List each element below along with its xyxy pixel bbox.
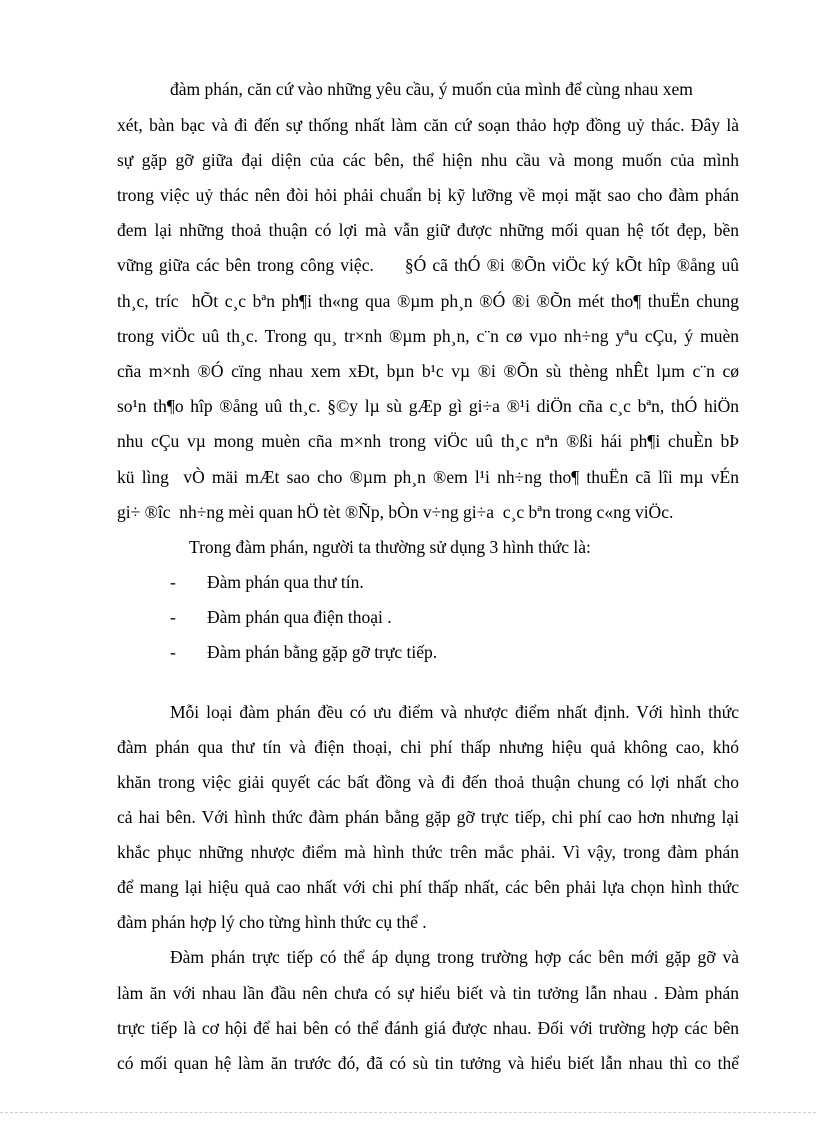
text-line: trong việc uỷ thác nên đòi hỏi phải chuẩn bị kỹ lưỡng về mọi mặt sao cho đàm phán [117, 185, 739, 205]
text-line: th¸c, tríc hÕt c¸c bªn ph¶i th«ng qua ®µm ph¸n ®Ó ®i ®Õn mét tho¶ thuËn chung [117, 291, 739, 311]
text-line: trực tiếp là cơ hội để hai bên có thể đánh giá được nhau. Đối với trường hợp các bên [117, 1018, 739, 1038]
list-item-text: Đàm phán bằng gặp gỡ trực tiếp. [207, 642, 438, 662]
text-line: khăn trong việc giải quyết các bất đồng và đi đến thoả thuận chung có lợi nhất cho [117, 772, 739, 792]
text-line: khắc phục những nhược điểm mà hình thức trên mắc phải. Vì vậy, trong đàm phán [117, 842, 739, 862]
text-line: nhu cÇu vµ mong muèn cña m×nh trong viÖc uû th¸c nªn ®ßi hái ph¶i chuÈn bÞ [117, 431, 739, 451]
text-line: Mỗi loại đàm phán đều có ưu điểm và nhược điểm nhất định. Với hình thức [170, 702, 739, 722]
text-line: để mang lại hiệu quả cao nhất với chi phí thấp nhất, các bên phải lựa chọn hình thức [117, 877, 739, 897]
text-line: đem lại những thoả thuận có lợi mà vẫn giữ được những mối quan hệ tốt đẹp, bền [117, 220, 739, 240]
text-line: gi÷ ®îc nh÷ng mèi quan hÖ tèt ®Ñp, bÒn v÷ng gi÷a c¸c bªn trong c«ng viÖc. [117, 502, 674, 522]
text-line: đàm phán, căn cứ vào những yêu cầu, ý muốn của mình để cùng nhau xem [170, 79, 693, 99]
dash-icon: - [170, 642, 176, 662]
text-line: xét, bàn bạc và đi đến sự thống nhất làm căn cứ soạn thảo hợp đồng uỷ thác. Đây là [117, 115, 739, 135]
dash-icon: - [170, 607, 176, 627]
text-line: so¹n th¶o hîp ®ång uû th¸c. §©y lµ sù gÆp gì gi÷a ®¹i diÖn cña c¸c bªn, thÓ hiÖn [117, 396, 739, 416]
text-line: sự gặp gỡ giữa đại diện của các bên, thể hiện nhu cầu và mong muốn của mình [117, 150, 739, 170]
text-line: kü lìng vÒ mäi mÆt sao cho ®µm ph¸n ®em l¹i nh÷ng tho¶ thuËn cã lîi mµ vÉn [117, 467, 739, 487]
text-line: cña m×nh ®Ó cïng nhau xem xÐt, bµn b¹c vµ ®i ®Õn sù thèng nhÊt lµm c¨n cø [117, 361, 739, 381]
text-line: đàm phán hợp lý cho từng hình thức cụ thể . [117, 912, 427, 932]
list-item-text: Đàm phán qua thư tín. [207, 572, 364, 592]
text-line: Đàm phán trực tiếp có thể áp dụng trong trường hợp các bên mới gặp gỡ và [170, 947, 739, 967]
page-bottom-rule [0, 1112, 816, 1113]
text-line: vững giữa các bên trong công việc. §Ó cã thÓ ®i ®Õn viÖc ký kÕt hîp ®ång uû [117, 255, 739, 275]
text-line: đàm phán qua thư tín và điện thoại, chi phí thấp nhưng hiệu quả không cao, khó [117, 737, 739, 757]
list-intro: Trong đàm phán, người ta thường sử dụng 3 hình thức là: [189, 537, 591, 557]
list-item-text: Đàm phán qua điện thoại . [207, 607, 392, 627]
dash-icon: - [170, 572, 176, 592]
text-line: làm ăn với nhau lần đầu nên chưa có sự hiểu biết và tin tưởng lẫn nhau . Đàm phán [117, 983, 739, 1003]
text-line: cả hai bên. Với hình thức đàm phán bằng gặp gỡ trực tiếp, chi phí cao hơn nhưng lại [117, 807, 739, 827]
text-line: trong viÖc uû th¸c. Trong qu¸ tr×nh ®µm ph¸n, c¨n cø vµo nh÷ng yªu cÇu, ý muèn [117, 326, 739, 346]
text-line: có mối quan hệ làm ăn trước đó, đã có sù tin tưởng và hiểu biết lẫn nhau thì co thể [117, 1053, 739, 1073]
